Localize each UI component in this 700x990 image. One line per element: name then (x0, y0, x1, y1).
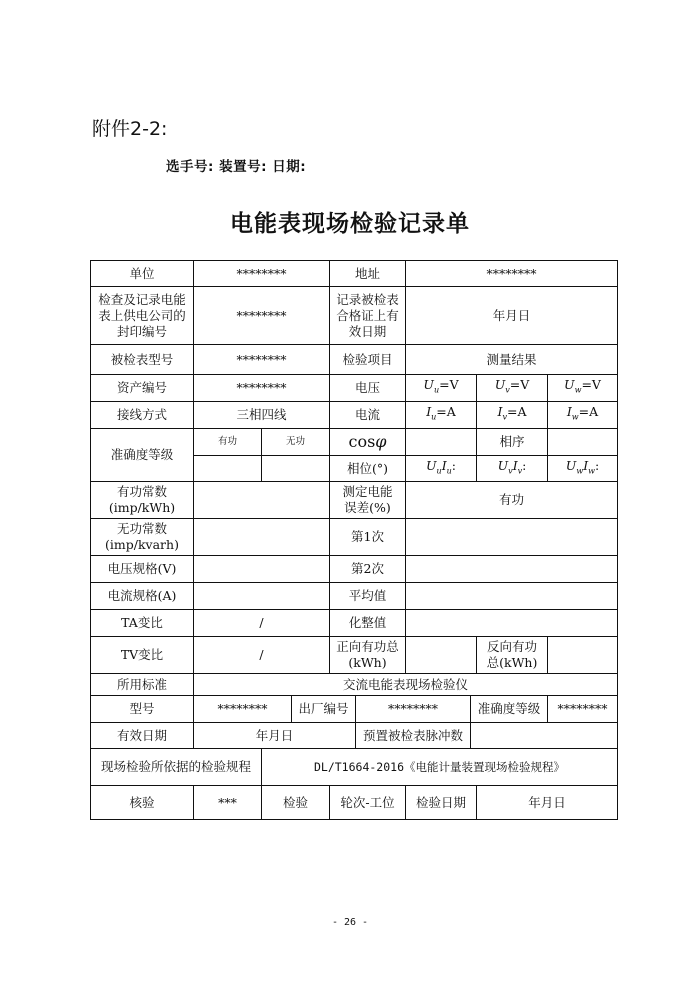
standard-model-value[interactable]: ******** (193, 695, 292, 723)
energy-error-active-label: 有功 (405, 481, 618, 519)
voltage-spec-value[interactable] (193, 555, 330, 583)
phase-angle-u-reading[interactable] (405, 455, 477, 482)
factory-number-label: 出厂编号 (291, 695, 356, 723)
voltage-spec-label: 电压规格(V) (90, 555, 194, 583)
standard-accuracy-label: 准确度等级 (470, 695, 548, 723)
page-number: - 26 - (331, 917, 369, 928)
phase-sequence-value[interactable] (547, 428, 618, 456)
contestant-meta-line: 选手号: 装置号: 日期: (166, 159, 307, 175)
voltage-w-text: $U_w=V$ (564, 377, 601, 395)
current-v-text: $I_v=A$ (497, 404, 527, 422)
current-w-reading[interactable] (547, 401, 618, 429)
accuracy-active-label: 有功 (193, 428, 262, 456)
accuracy-reactive-value[interactable] (261, 455, 330, 482)
phase-angle-label: 相位(°) (329, 455, 406, 482)
phase-angle-v-reading[interactable] (476, 455, 548, 482)
wiring-mode-label: 接线方式 (90, 401, 194, 429)
form-title: 电能表现场检验记录单 (230, 210, 470, 237)
ta-ratio-value[interactable]: / (193, 609, 330, 637)
rounded-value-label: 化整值 (329, 609, 406, 637)
second-measurement-value[interactable] (405, 555, 618, 583)
active-constant-value[interactable] (193, 481, 330, 519)
first-measurement-label: 第1次 (329, 518, 406, 556)
verify-value[interactable]: *** (193, 785, 262, 820)
factory-number-value[interactable]: ******** (355, 695, 471, 723)
ta-ratio-label: TA变比 (90, 609, 194, 637)
current-u-text: $I_u=A$ (426, 404, 456, 422)
meter-model-label: 被检表型号 (90, 344, 194, 375)
current-spec-value[interactable] (193, 582, 330, 610)
accuracy-active-value[interactable] (193, 455, 262, 482)
regulation-value[interactable]: DL/T1664-2016《电能计量装置现场检验规程》 (261, 748, 618, 786)
current-label: 电流 (329, 401, 406, 429)
inspection-item-label: 检验项目 (329, 344, 406, 375)
voltage-v-text: $U_v=V$ (494, 377, 530, 395)
forward-active-total-label: 正向有功总 (kWh) (329, 636, 406, 674)
certificate-date-value[interactable]: 年月日 (405, 286, 618, 345)
standard-used-value[interactable]: 交流电能表现场检验仪 (193, 673, 618, 696)
phase-sequence-label: 相序 (476, 428, 548, 456)
voltage-v-reading[interactable] (476, 374, 548, 402)
meter-model-value[interactable]: ******** (193, 344, 330, 375)
preset-pulse-label: 预置被检表脉冲数 (355, 722, 471, 749)
seal-number-label: 检查及记录电能 表上供电公司的 封印编号 (90, 286, 194, 345)
current-v-reading[interactable] (476, 401, 548, 429)
tv-ratio-label: TV变比 (90, 636, 194, 674)
standard-accuracy-value[interactable]: ******** (547, 695, 618, 723)
cos-phi-text: cosφ (348, 432, 387, 451)
first-measurement-value[interactable] (405, 518, 618, 556)
certificate-date-label: 记录被检表 合格证上有 效日期 (329, 286, 406, 345)
second-measurement-label: 第2次 (329, 555, 406, 583)
inspection-date-label: 检验日期 (405, 785, 477, 820)
phase-angle-u-text: $U_uI_u$: (425, 457, 457, 476)
reactive-constant-value[interactable] (193, 518, 330, 556)
voltage-label: 电压 (329, 374, 406, 402)
measurement-result-label: 测量结果 (405, 344, 618, 375)
energy-error-label: 测定电能 误差(%) (329, 481, 406, 519)
cos-phi-value[interactable] (405, 428, 477, 456)
standard-used-label: 所用标准 (90, 673, 194, 696)
forward-active-total-value[interactable] (405, 636, 477, 674)
phase-angle-w-reading[interactable] (547, 455, 618, 482)
verify-label: 核验 (90, 785, 194, 820)
asset-number-label: 资产编号 (90, 374, 194, 402)
standard-model-label: 型号 (90, 695, 194, 723)
rounded-value[interactable] (405, 609, 618, 637)
accuracy-reactive-label: 无功 (261, 428, 330, 456)
round-station-label: 轮次-工位 (329, 785, 406, 820)
preset-pulse-value[interactable] (470, 722, 618, 749)
current-w-text: $I_w=A$ (566, 404, 599, 422)
phase-angle-w-text: $U_wI_w$: (565, 457, 600, 476)
address-value[interactable]: ******** (405, 260, 618, 287)
valid-date-label: 有效日期 (90, 722, 194, 749)
current-spec-label: 电流规格(A) (90, 582, 194, 610)
asset-number-value[interactable]: ******** (193, 374, 330, 402)
inspect-label: 检验 (261, 785, 330, 820)
tv-ratio-value[interactable]: / (193, 636, 330, 674)
inspection-date-value[interactable]: 年月日 (476, 785, 618, 820)
reverse-active-total-value[interactable] (547, 636, 618, 674)
phase-angle-v-text: $U_vI_v$: (497, 457, 527, 476)
average-value[interactable] (405, 582, 618, 610)
address-label: 地址 (329, 260, 406, 287)
average-label: 平均值 (329, 582, 406, 610)
voltage-w-reading[interactable] (547, 374, 618, 402)
current-u-reading[interactable] (405, 401, 477, 429)
annex-label: 附件2-2: (92, 118, 168, 140)
unit-value[interactable]: ******** (193, 260, 330, 287)
voltage-u-reading[interactable] (405, 374, 477, 402)
active-constant-label: 有功常数 (imp/kWh) (90, 481, 194, 519)
reactive-constant-label: 无功常数 (imp/kvarh) (90, 518, 194, 556)
wiring-mode-value[interactable]: 三相四线 (193, 401, 330, 429)
voltage-u-text: $U_u=V$ (423, 377, 459, 395)
regulation-label: 现场检验所依据的检验规程 (90, 748, 262, 786)
unit-label: 单位 (90, 260, 194, 287)
valid-date-value[interactable]: 年月日 (193, 722, 356, 749)
accuracy-class-label: 准确度等级 (90, 428, 194, 482)
seal-number-value[interactable]: ******** (193, 286, 330, 345)
reverse-active-total-label: 反向有功 总(kWh) (476, 636, 548, 674)
cos-phi-label (329, 428, 406, 456)
